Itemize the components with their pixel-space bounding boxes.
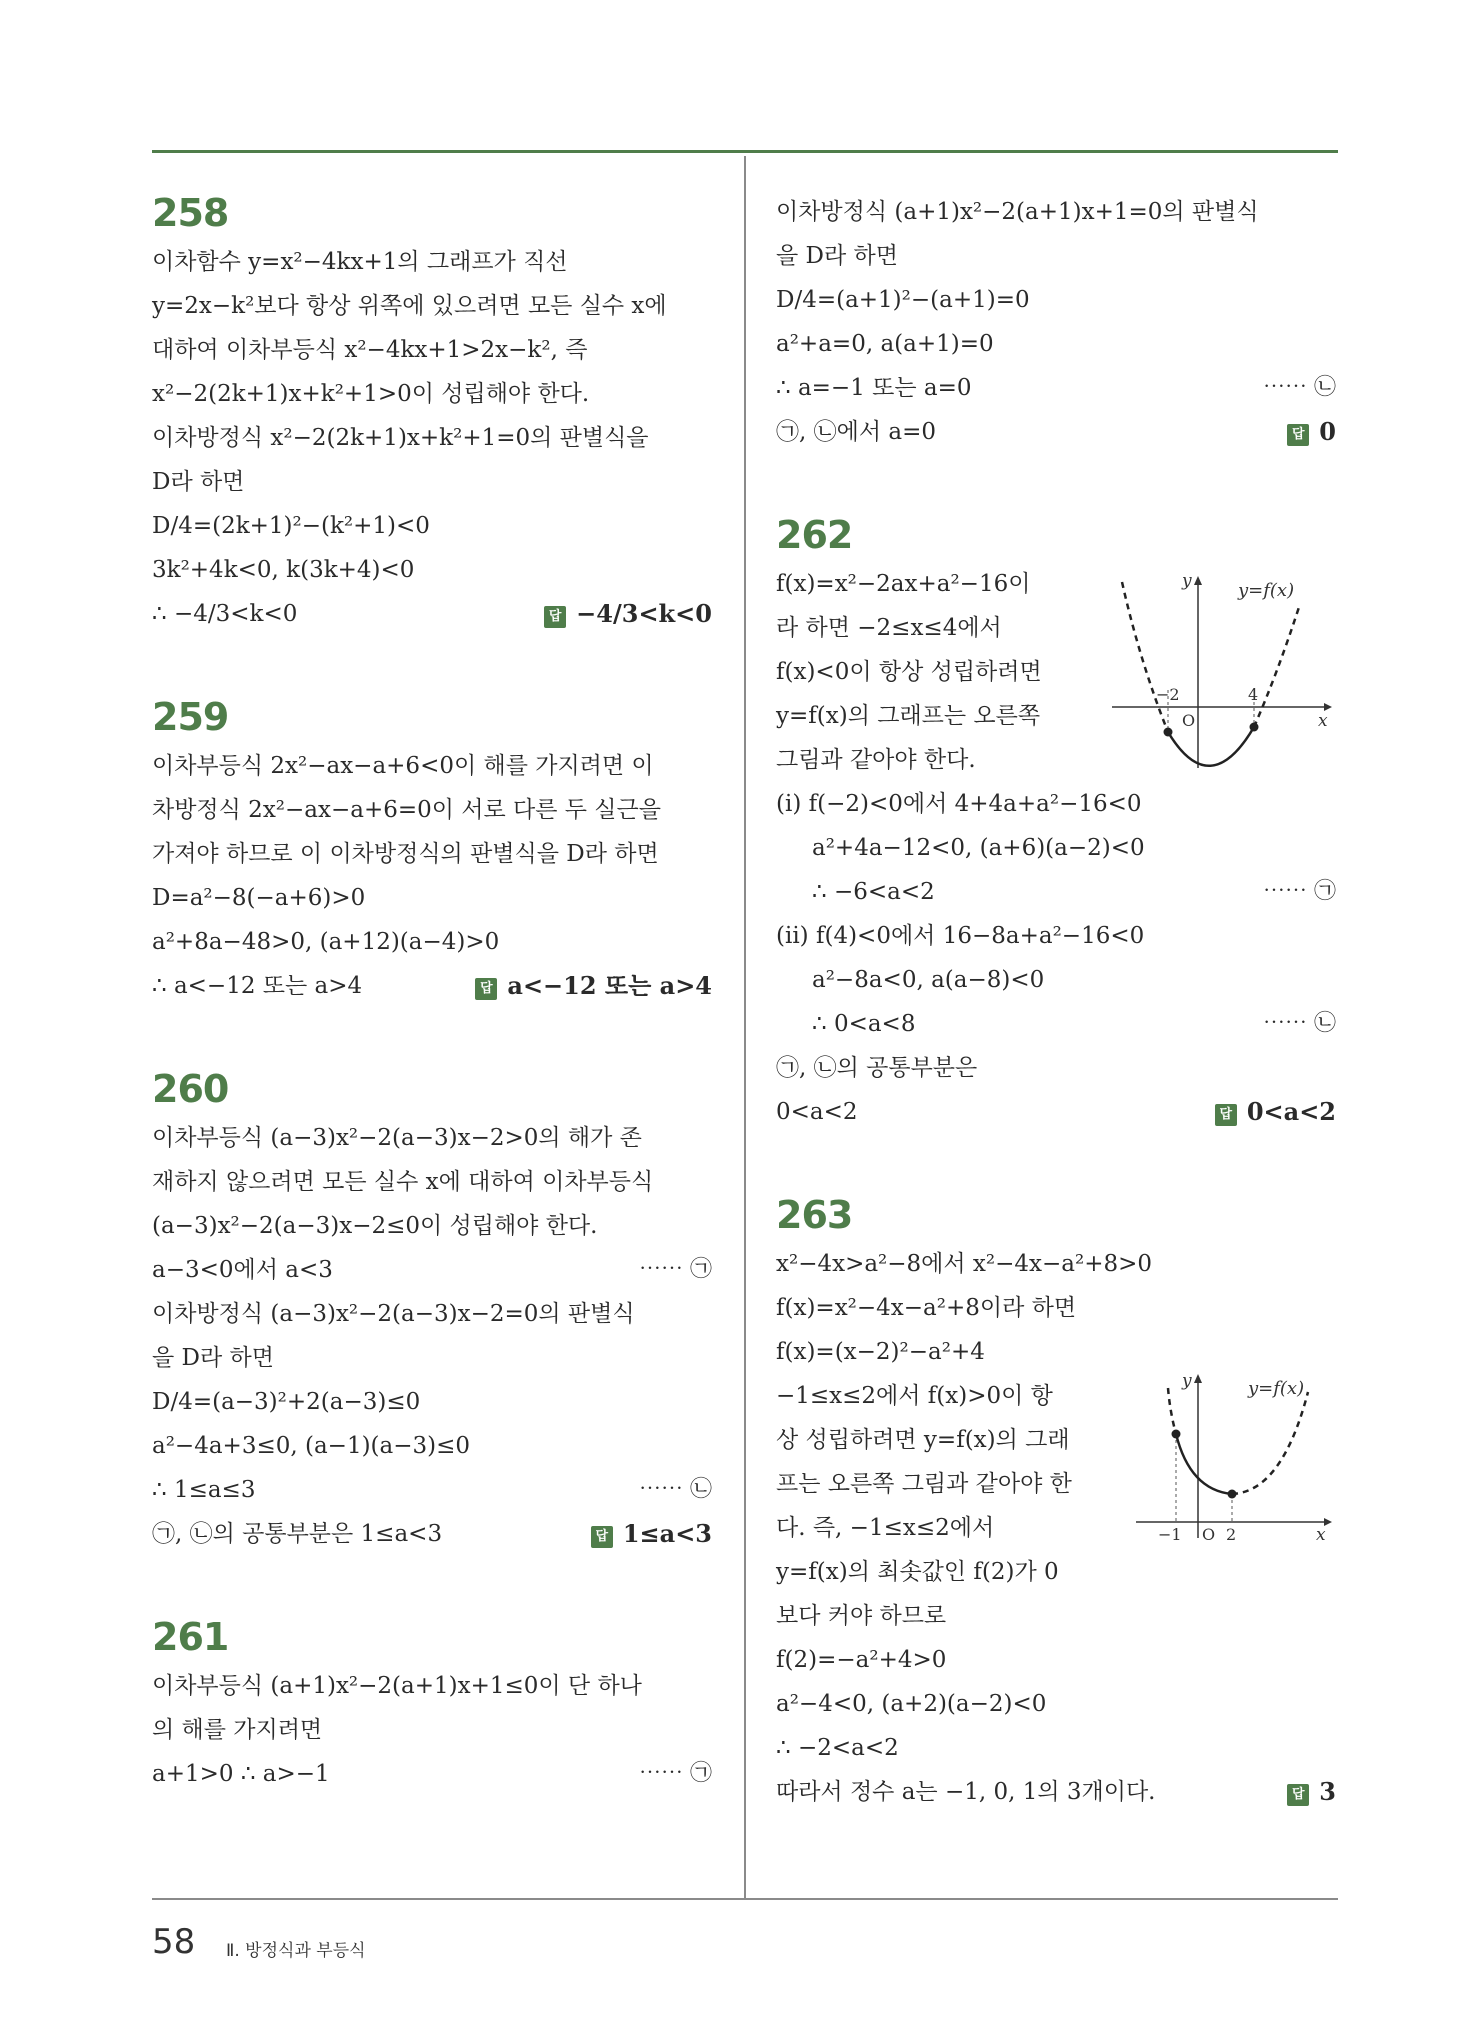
bottom-rule bbox=[152, 1898, 1338, 1900]
curve-dashed-right bbox=[1254, 604, 1300, 727]
left-column bbox=[152, 190, 712, 1854]
curve-solid bbox=[1168, 727, 1254, 766]
reference-mark: ⋯⋯ ㉡ bbox=[1263, 375, 1336, 400]
point-right bbox=[1250, 723, 1259, 732]
solution-line bbox=[776, 870, 1336, 914]
answer-badge-icon: 답 bbox=[544, 606, 566, 628]
answer-value: 1≤a<3 bbox=[622, 1519, 712, 1548]
problem-259 bbox=[152, 694, 712, 1008]
answer bbox=[591, 1512, 712, 1556]
origin-label: O bbox=[1182, 711, 1196, 730]
solution-text: a+1>0 ∴ a>−1 bbox=[152, 1761, 330, 1787]
solution-line bbox=[152, 1752, 712, 1796]
solution-line: f(2)=−a²+4>0 bbox=[776, 1647, 947, 1673]
top-rule bbox=[152, 150, 1338, 153]
solution-line: y=2x−k²보다 항상 위쪽에 있으려면 모든 실수 x에 bbox=[152, 293, 667, 319]
solution-line: 이차방정식 x²−2(2k+1)x+k²+1=0의 판별식을 bbox=[152, 425, 649, 451]
solution-line bbox=[152, 592, 712, 636]
tick-label-left: −2 bbox=[1156, 685, 1180, 704]
chapter-title: Ⅱ. 방정식과 부등식 bbox=[226, 1941, 366, 1961]
solution-text: ∴ 0<a<8 bbox=[812, 1011, 916, 1037]
reference-mark: ⋯⋯ ㉡ bbox=[639, 1477, 712, 1502]
y-axis-arrow-icon bbox=[1194, 1374, 1202, 1383]
solution-line: ㉠, ㉡의 공통부분은 bbox=[776, 1055, 978, 1081]
problem-number: 261 bbox=[152, 1615, 229, 1659]
tick-label-right: 2 bbox=[1226, 1525, 1237, 1542]
solution-line: a²+a=0, a(a+1)=0 bbox=[776, 331, 994, 357]
solution-text: ㉠, ㉡의 공통부분은 1≤a<3 bbox=[152, 1521, 443, 1547]
solution-line bbox=[776, 410, 1336, 454]
solution-text: ∴ 1≤a≤3 bbox=[152, 1477, 256, 1503]
reference-mark: ⋯⋯ ㉠ bbox=[639, 1761, 712, 1786]
answer-value: 0 bbox=[1319, 417, 1336, 446]
problem-258 bbox=[152, 190, 712, 636]
solution-line bbox=[776, 1090, 1336, 1134]
solution-line: 이차부등식 (a+1)x²−2(a+1)x+1≤0이 단 하나 bbox=[152, 1673, 642, 1699]
answer-value: 0<a<2 bbox=[1246, 1097, 1336, 1126]
answer bbox=[544, 592, 712, 636]
y-axis-label: y bbox=[1182, 572, 1192, 591]
solution-line: 이차부등식 2x²−ax−a+6<0이 해를 가지려면 이 bbox=[152, 753, 654, 779]
reference-mark: ⋯⋯ ㉡ bbox=[1263, 1011, 1336, 1036]
solution-line: f(x)<0이 항상 성립하려면 bbox=[776, 659, 1042, 685]
problem-260 bbox=[152, 1066, 712, 1556]
solution-line: 3k²+4k<0, k(3k+4)<0 bbox=[152, 557, 415, 583]
solution-line: 프는 오른쪽 그림과 같아야 한 bbox=[776, 1471, 1072, 1497]
answer bbox=[1287, 410, 1336, 454]
solution-line: a²−4a+3≤0, (a−1)(a−3)≤0 bbox=[152, 1433, 471, 1459]
solution-line: ∴ −2<a<2 bbox=[776, 1735, 899, 1761]
solution-line: 이차방정식 (a−3)x²−2(a−3)x−2=0의 판별식 bbox=[152, 1301, 635, 1327]
solution-line: (ii) f(4)<0에서 16−8a+a²−16<0 bbox=[776, 923, 1145, 949]
y-axis-label: y bbox=[1182, 1372, 1192, 1391]
solution-line: 그림과 같아야 한다. bbox=[776, 747, 976, 773]
solution-line: f(x)=x²−4x−a²+8이라 하면 bbox=[776, 1295, 1077, 1321]
solution-line: a²+4a−12<0, (a+6)(a−2)<0 bbox=[812, 835, 1145, 861]
solution-line: 의 해를 가지려면 bbox=[152, 1717, 323, 1743]
problem-261 bbox=[152, 1614, 712, 1796]
y-axis-arrow-icon bbox=[1194, 576, 1202, 585]
solution-line: 재하지 않으려면 모든 실수 x에 대하여 이차부등식 bbox=[152, 1169, 654, 1195]
x-axis-label: x bbox=[1316, 1525, 1326, 1542]
problem-262 bbox=[776, 512, 1336, 1134]
problem-number: 262 bbox=[776, 513, 853, 557]
problem-number: 263 bbox=[776, 1193, 853, 1237]
solution-line: D라 하면 bbox=[152, 469, 245, 495]
solution-line bbox=[776, 1002, 1336, 1046]
solution-line: a²+8a−48>0, (a+12)(a−4)>0 bbox=[152, 929, 500, 955]
solution-line: 다. 즉, −1≤x≤2에서 bbox=[776, 1515, 995, 1541]
problem-number: 259 bbox=[152, 695, 229, 739]
problem-263 bbox=[776, 1192, 1336, 1814]
solution-line: 이차부등식 (a−3)x²−2(a−3)x−2>0의 해가 존 bbox=[152, 1125, 642, 1151]
solution-line: D/4=(2k+1)²−(k²+1)<0 bbox=[152, 513, 430, 539]
solution-line bbox=[776, 366, 1336, 410]
answer-badge-icon: 답 bbox=[1215, 1104, 1237, 1126]
solution-text: ∴ a<−12 또는 a>4 bbox=[152, 973, 363, 999]
solution-line: (i) f(−2)<0에서 4+4a+a²−16<0 bbox=[776, 791, 1142, 817]
x-axis-arrow-icon bbox=[1324, 703, 1332, 711]
graph-262 bbox=[1110, 572, 1336, 772]
answer-badge-icon: 답 bbox=[475, 978, 497, 1000]
solution-line: 라 하면 −2≤x≤4에서 bbox=[776, 615, 1002, 641]
solution-line: x²−2(2k+1)x+k²+1>0이 성립해야 한다. bbox=[152, 381, 590, 407]
curve-dashed-left bbox=[1122, 582, 1168, 732]
answer-badge-icon: 답 bbox=[591, 1526, 613, 1548]
point-vertex bbox=[1228, 1490, 1237, 1499]
solution-line: D=a²−8(−a+6)>0 bbox=[152, 885, 366, 911]
x-axis-label: x bbox=[1318, 711, 1328, 731]
answer-value: −4/3<k<0 bbox=[576, 599, 712, 628]
solution-line: f(x)=(x−2)²−a²+4 bbox=[776, 1339, 985, 1365]
solution-line: 이차방정식 (a+1)x²−2(a+1)x+1=0의 판별식 bbox=[776, 199, 1259, 225]
solution-line: f(x)=x²−2ax+a²−16이 bbox=[776, 571, 1031, 597]
solution-line: y=f(x)의 최솟값인 f(2)가 0 bbox=[776, 1559, 1059, 1585]
solution-text: 따라서 정수 a는 −1, 0, 1의 3개이다. bbox=[776, 1779, 1156, 1805]
solution-line: y=f(x)의 그래프는 오른쪽 bbox=[776, 703, 1041, 729]
solution-text: ∴ a=−1 또는 a=0 bbox=[776, 375, 972, 401]
origin-label: O bbox=[1202, 1525, 1216, 1542]
answer bbox=[1287, 1770, 1336, 1814]
problem-261-continued bbox=[776, 190, 1336, 454]
solution-line: 을 D라 하면 bbox=[152, 1345, 274, 1371]
solution-line: 대하여 이차부등식 x²−4kx+1>2x−k², 즉 bbox=[152, 337, 588, 363]
graph-263 bbox=[1132, 1372, 1336, 1542]
point-left bbox=[1172, 1430, 1181, 1439]
solution-line: 을 D라 하면 bbox=[776, 243, 898, 269]
curve-solid bbox=[1176, 1434, 1232, 1494]
answer bbox=[475, 964, 712, 1008]
right-column bbox=[776, 190, 1336, 1872]
curve-dashed-left bbox=[1168, 1388, 1176, 1434]
problem-number: 260 bbox=[152, 1067, 229, 1111]
solution-line: D/4=(a+1)²−(a+1)=0 bbox=[776, 287, 1030, 313]
curve-dashed-right bbox=[1232, 1392, 1308, 1494]
answer-value: 3 bbox=[1319, 1777, 1336, 1806]
answer-value: a<−12 또는 a>4 bbox=[507, 971, 712, 1000]
solution-line: (a−3)x²−2(a−3)x−2≤0이 성립해야 한다. bbox=[152, 1213, 598, 1239]
reference-mark: ⋯⋯ ㉠ bbox=[1263, 879, 1336, 904]
solution-line bbox=[152, 1512, 712, 1556]
solution-line: 보다 커야 하므로 bbox=[776, 1603, 947, 1629]
answer bbox=[1215, 1090, 1336, 1134]
solution-line: a²−4<0, (a+2)(a−2)<0 bbox=[776, 1691, 1047, 1717]
solution-line bbox=[776, 1770, 1336, 1814]
solution-line: 차방정식 2x²−ax−a+6=0이 서로 다른 두 실근을 bbox=[152, 797, 661, 823]
tick-label-right: 4 bbox=[1248, 685, 1259, 704]
answer-badge-icon: 답 bbox=[1287, 1784, 1309, 1806]
reference-mark: ⋯⋯ ㉠ bbox=[639, 1257, 712, 1282]
solution-line: a²−8a<0, a(a−8)<0 bbox=[812, 967, 1045, 993]
solution-line bbox=[152, 1468, 712, 1512]
problem-number: 258 bbox=[152, 191, 229, 235]
column-divider bbox=[744, 156, 746, 1898]
solution-text: ∴ −4/3<k<0 bbox=[152, 601, 298, 627]
solution-text: a−3<0에서 a<3 bbox=[152, 1257, 333, 1283]
solution-line: −1≤x≤2에서 f(x)>0이 항 bbox=[776, 1383, 1053, 1409]
solution-line: 가져야 하므로 이 이차방정식의 판별식을 D라 하면 bbox=[152, 841, 659, 867]
solution-line: D/4=(a−3)²+2(a−3)≤0 bbox=[152, 1389, 421, 1415]
solution-line: 상 성립하려면 y=f(x)의 그래 bbox=[776, 1427, 1070, 1453]
page-number: 58 bbox=[152, 1922, 196, 1962]
tick-label-left: −1 bbox=[1158, 1525, 1182, 1542]
solution-line bbox=[152, 964, 712, 1008]
solution-text: ∴ −6<a<2 bbox=[812, 879, 935, 905]
solution-line: x²−4x>a²−8에서 x²−4x−a²+8>0 bbox=[776, 1251, 1153, 1277]
curve-label: y=f(x) bbox=[1238, 580, 1295, 601]
point-left bbox=[1164, 728, 1173, 737]
solution-line: 이차함수 y=x²−4kx+1의 그래프가 직선 bbox=[152, 249, 568, 275]
solution-text: ㉠, ㉡에서 a=0 bbox=[776, 419, 936, 445]
solution-line bbox=[152, 1248, 712, 1292]
solution-text: 0<a<2 bbox=[776, 1099, 858, 1125]
curve-label: y=f(x) bbox=[1248, 1378, 1305, 1399]
answer-badge-icon: 답 bbox=[1287, 424, 1309, 446]
